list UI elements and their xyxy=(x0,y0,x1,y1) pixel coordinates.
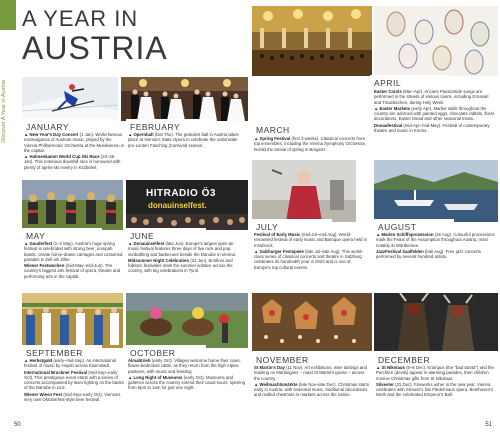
list-item: ▲ Spring Festival (first 3 weeks). Classical concerts from top ensembles, including the Vienna Symphony Orchestra, herald the arrival of spring in Bregenz. xyxy=(254,136,366,152)
bullet-icon: ▲ xyxy=(24,154,29,160)
august-photo xyxy=(374,160,498,222)
list-item: Wiener Wiesn Fest (mid-Sep–early Oct). Vienna's very own Oktoberfest-style beer festival. xyxy=(24,391,121,403)
june-photo xyxy=(126,180,248,230)
bullet-icon: ▲ xyxy=(24,132,29,137)
list-item: Silvester (31 Dec). Fireworks usher in the new year. Vienna celebrates with Strauss's Die Fledermaus opera, Beethoven's Ninth and the celebrated Emperor's Ball. xyxy=(376,381,493,398)
may-text xyxy=(24,241,126,280)
january-text xyxy=(24,132,124,171)
list-item: ▲ Easter Markets (early Apr). Market stalls throughout the country are adorned with painted eggs, chocolate rabbits, floral decorations, Easter bread and other seasonal treats. xyxy=(374,105,494,122)
march-text xyxy=(254,136,368,153)
donauinsel-sign: donauinselfest. xyxy=(148,201,207,210)
bullet-icon: ▲ xyxy=(254,381,259,387)
november-text xyxy=(254,365,370,399)
list-item: ▲ New Year's Day Concert (1 Jan). World-famous extravaganza of Austrian music, played by the Vienna Philharmonic Orchestra at the Musikverein in the capital. xyxy=(24,132,124,153)
bullet-icon: ▲ xyxy=(376,365,381,370)
august-heading: AUGUST xyxy=(374,219,454,232)
december-heading: DECEMBER xyxy=(374,352,454,365)
february-photo xyxy=(121,77,248,121)
bullet-icon: ▲ xyxy=(24,358,29,363)
bullet-icon: ▲ xyxy=(374,105,379,111)
november-photo xyxy=(252,293,372,351)
april-heading: APRIL xyxy=(370,75,450,88)
list-item: Almabtrieb (early Oct). Villages welcome home their cows, flower-bedecked cattle, as they return from the high Alpine pastures, with music and feasting. xyxy=(128,358,241,374)
september-text xyxy=(24,358,126,403)
bullet-icon: ▲ xyxy=(376,232,381,237)
list-item: ▲ Salzburger Festspiele (late Jul–late Aug). This world-class series of classical concerts and theatre in Salzburg celebrates its hundredth year in 2020 and is one of Europe's top cultural events. xyxy=(254,248,363,270)
june-text xyxy=(128,241,246,275)
page-number-left: 50 xyxy=(14,422,21,428)
july-photo xyxy=(252,160,356,222)
august-text xyxy=(376,232,496,260)
march-heading: MARCH xyxy=(252,122,332,135)
july-text xyxy=(254,232,368,271)
may-photo xyxy=(22,180,123,230)
bullet-icon: ▲ xyxy=(254,248,259,254)
list-item: Midsummer Night Celebration (21 Jun). Bonfires and folkloric festivities mark the summer solstice across the country, with big celebrations in Tyrol. xyxy=(128,257,233,274)
april-text xyxy=(374,89,496,134)
list-item: ▲ Marien Schiffsprozession (15 Aug). Colourful processions mark the Feast of the Assumption throughout Austria, most notably at Wörthersee. xyxy=(376,232,495,248)
list-item: ▲ Gauderfest (1–2 May). Austria's huge spring festival is celebrated with strong beer, oompah bands, ornate horse-drawn carriages and costumed parades in Zell am Ziller. xyxy=(24,241,123,262)
list-item: Wiener Festwochen (mid-May–mid-Jun). The country's biggest arts festival of opera, theatre and performing arts in the capital. xyxy=(24,263,121,279)
october-heading: OCTOBER xyxy=(126,345,206,358)
january-photo xyxy=(22,77,118,121)
february-text xyxy=(128,132,246,149)
bullet-icon: ▲ xyxy=(24,241,29,246)
list-item: International Bruckner Festival (mid-Sep–early Oct). This prestigious event starts with a series of concerts accompanied by laser lighting on the banks of the Danube in Linz. xyxy=(24,369,124,391)
december-text xyxy=(376,365,496,399)
title-line1: A YEAR IN xyxy=(22,6,139,31)
february-heading: FEBRUARY xyxy=(126,119,216,132)
list-item: ▲ Herbstgold (early–mid-Sep). An international festival of music by Haydn across Eisenstadt. xyxy=(24,358,116,369)
october-text xyxy=(128,358,246,392)
january-heading: JANUARY xyxy=(22,119,112,132)
side-label: Discover A Year in Austria xyxy=(1,80,7,143)
june-heading: JUNE xyxy=(126,228,206,241)
list-item: ▲ Long Night of Museums (early Oct). Museums and galleries across the country extend their usual hours, opening from 6pm to 1am for just one night. xyxy=(128,374,246,391)
list-item: ▲ Donauinselfest (late Jun). Europe's largest open-air music festival features three days of live rock and pop, sunbathing and barbecues beside the Danube in Vienna. xyxy=(128,241,237,257)
right-page xyxy=(250,0,500,434)
december-photo xyxy=(374,293,498,351)
hitradio-sign: HITRADIO Ö3 xyxy=(146,188,216,199)
list-item: ▲ St Nikolaus (5–6 Dec). Krampus (the "bad Santa") and the Perchten (devils) appear in alarming parades, then children receive Christmas gifts from St Nikolaus. xyxy=(376,365,494,381)
bullet-icon: ▲ xyxy=(128,374,133,380)
list-item: ▲ Hahnenkamm World Cup Ski Race (24–26 Jan). This notorious downhill race is honoured with plenty of après-ski revelry in Kitzbühel. xyxy=(24,154,121,170)
september-photo xyxy=(22,293,123,348)
section-tab xyxy=(0,0,16,30)
list-item: Festival of Early Music (mid-Jul–end Aug). World-renowned festival of early music and Baroque opera held in Innsbruck. xyxy=(254,232,367,248)
list-item: ▲ Opernball (last Thu). The grandest ball in Austria takes place at Vienna's State Opera to celebrate the nationwide pre-Lenten Fasching (Carnival) season. xyxy=(128,132,239,148)
september-heading: SEPTEMBER xyxy=(22,345,102,358)
list-item: Donaufestival (mid-Apr–mid-May). Festival of contemporary theatre and music in Krems. xyxy=(374,122,490,134)
list-item: Easter Carols (Mar–Apr). Ancient Passiontide songs are performed in the streets of various towns, including Grossarl and Traunkirchen, during Holy Week. xyxy=(374,89,489,105)
march-photo xyxy=(252,6,372,76)
november-heading: NOVEMBER xyxy=(252,352,332,365)
page-number-right: 51 xyxy=(485,422,492,428)
bullet-icon: ▲ xyxy=(128,132,133,137)
bullet-icon: ▲ xyxy=(254,136,259,141)
october-photo xyxy=(126,293,248,348)
title-line2: AUSTRIA xyxy=(22,30,168,66)
may-heading: MAY xyxy=(22,228,102,241)
list-item: ▲ Weihnachtsmärkte (late Nov–late Dec). Christmas starts early in Austria, with seasonal music, traditional decorations and mulled chestnuts in markets across the nation. xyxy=(254,381,370,398)
april-photo xyxy=(374,6,498,76)
bullet-icon: ▲ xyxy=(128,241,133,246)
list-item: St Martin's Day (11 Nov). Art exhibitions, wine tastings and feasting on Martinigans – roast St Martin's goose – across the country. xyxy=(254,365,367,381)
list-item: JazzFestival Saalfelden (late Aug). Free jazz concerts performed by several hundred artists. xyxy=(376,248,481,260)
july-heading: JULY xyxy=(252,219,332,232)
